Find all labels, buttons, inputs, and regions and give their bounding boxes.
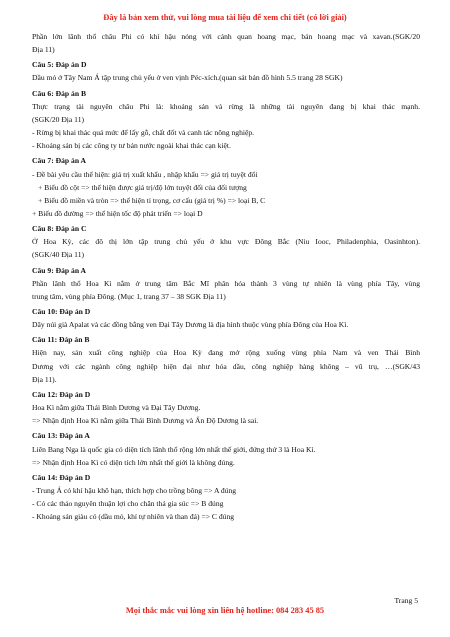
body-line: Dương với các ngành công nghiệp hiện đại như hóa dầu, công nghiệp hàng không – vũ trụ, …(SGK/43 (32, 361, 420, 371)
answer-heading: Câu 11: Đáp án B (32, 335, 90, 345)
answer-heading: Câu 7: Đáp án A (32, 156, 87, 166)
body-line: trung tâm, vùng phía Đông. (Mục 1, trang 37 – 38 SGK Địa 11) (32, 291, 226, 301)
answer-heading: Câu 13: Đáp án A (32, 431, 90, 441)
answer-heading: Câu 8: Đáp án C (32, 224, 87, 234)
body-line: Địa 11) (32, 45, 55, 55)
body-line: Phần lớn lãnh thổ châu Phi có khí hậu nóng với cảnh quan hoang mạc, bán hoang mạc và xavan.(SGK/20 (32, 32, 420, 41)
body-line: (SGK/40 Địa 11) (32, 250, 85, 260)
body-line: - Đề bài yêu cầu thể hiện: giá trị xuất khẩu , nhập khẩu => giá trị tuyệt đối (32, 169, 258, 179)
answer-heading: Câu 12: Đáp án D (32, 389, 91, 399)
body-line: Dầu mỏ ở Tây Nam Á tập trung chủ yếu ở ven vịnh Péc-xích.(quan sát bản đồ hình 5.5 trang 28 SGK) (32, 73, 343, 83)
body-line: - Khoáng sản bị các công ty tư bản nước ngoài khai thác cạn kiệt. (32, 141, 231, 151)
document-body (32, 30, 420, 523)
body-line: Hiện nay, sản xuất công nghiệp của Hoa Kỳ đang mở rộng xuống vùng phía Nam và ven Thái Bình (32, 348, 420, 358)
body-line: + Biểu đồ đường => thể hiện tốc độ phát triển => loại D (32, 208, 203, 218)
body-line: + Biểu đồ miền và tròn => thể hiện tỉ trọng, cơ cấu (giá trị %) => loại B, C (38, 195, 266, 205)
page-number: Trang 5 (394, 596, 418, 605)
body-line: Thực trạng tài nguyên châu Phi là: khoáng sản và rừng là những tài nguyên đang bị khai thác mạnh. (32, 101, 420, 111)
body-line: - Có các thảo nguyên thuận lợi cho chăn thả gia súc => B đúng (32, 499, 224, 509)
body-line: Phần lãnh thổ Hoa Kì nằm ở trung tâm Bắc Mĩ phân hóa thành 3 vùng tự nhiên là vùng phía Tây, vùng (32, 278, 420, 288)
answer-heading: Câu 9: Đáp án A (32, 265, 87, 275)
body-line: - Rừng bị khai thác quá mức để lấy gỗ, chất đốt và canh tác nông nghiệp. (32, 128, 255, 138)
body-line: Liên Bang Nga là quốc gia có diện tích lãnh thổ rộng lớn nhất thế giới, đứng thứ 3 là Hoa Kì. (32, 444, 316, 454)
body-line: => Nhận định Hoa Kì có diện tích lớn nhất thế giới là không đúng. (32, 457, 235, 467)
body-line: => Nhận định Hoa Kì nằm giữa Thái Bình Dương và Ấn Độ Dương là sai. (32, 416, 259, 426)
body-line: Dãy núi già Apalat và các đồng bằng ven Đại Tây Dương là địa hình thuộc vùng phía Đông của Hoa Kì. (32, 320, 349, 330)
answer-heading: Câu 10: Đáp án D (32, 307, 91, 316)
body-line: Ở Hoa Kỳ, các đô thị lớn tập trung chủ yếu ở khu vực Đông Bắc (Niu Iooc, Philadenphia, Oasinhton). (32, 237, 420, 247)
hotline-footer: Mọi thắc mắc vui lòng xin liên hệ hotline: 084 283 45 85 (125, 606, 325, 615)
answer-heading: Câu 14: Đáp án D (32, 472, 91, 482)
body-line: + Biểu đồ cột => thể hiện được giá trị/độ lớn tuyệt đối của đối tượng (38, 182, 247, 192)
body-line: Địa 11). (32, 374, 57, 384)
body-line: Hoa Kì nằm giữa Thái Bình Dương và Đại Tây Dương. (32, 403, 201, 413)
preview-banner: Đây là bản xem thử, vui lòng mua tài liệu để xem chi tiết (có lời giải) (103, 13, 347, 22)
body-line: - Khoáng sản giàu có (dầu mỏ, khí tự nhiên và than đá) => C đúng (32, 512, 235, 522)
body-line: (SGK/20 Địa 11) (32, 114, 85, 124)
answer-heading: Câu 5: Đáp án D (32, 60, 87, 70)
answer-heading: Câu 6: Đáp án B (32, 88, 87, 98)
body-line: - Trung Á có khí hậu khô hạn, thích hợp cho trồng bông => A đúng (32, 485, 237, 495)
